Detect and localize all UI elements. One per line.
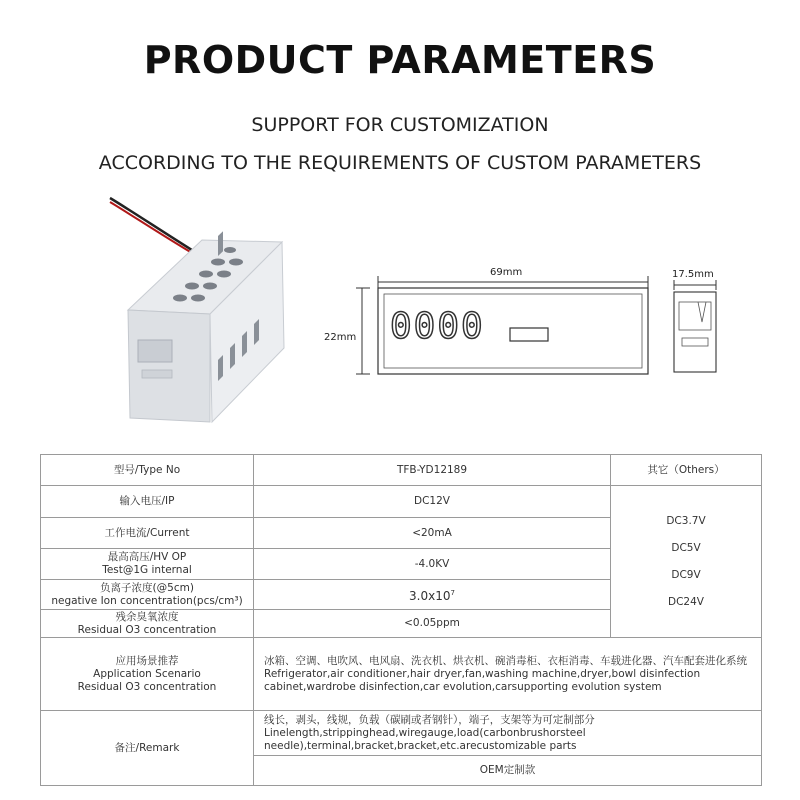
application-line-en-2: cabinet,wardrobe disinfection,car evolution,carsupporting evolution system	[264, 680, 662, 693]
others-item: DC9V	[671, 568, 701, 581]
type-no-label: 型号/Type No	[41, 455, 254, 486]
table-row-header	[41, 455, 762, 486]
ion-value-exponent: 7	[450, 588, 455, 597]
ozone-label-en: Residual O3 concentration	[77, 623, 217, 636]
hv-label-en: Test@1G internal	[102, 564, 192, 576]
application-value	[254, 638, 762, 711]
hv-value: -4.0KV	[254, 549, 611, 580]
display-digits: 0000	[390, 306, 485, 347]
others-list	[611, 486, 762, 638]
input-voltage-label: 输入电压/IP	[41, 486, 254, 518]
others-item: DC5V	[671, 541, 701, 554]
depth-dimension-label: 17.5mm	[672, 269, 714, 280]
table-row-application	[41, 638, 762, 711]
subtitle-customization: SUPPORT FOR CUSTOMIZATION	[251, 114, 549, 136]
subtitle-requirements: ACCORDING TO THE REQUIREMENTS OF CUSTOM PARAMETERS	[98, 152, 702, 174]
remark-line-en-1: Linelength,strippinghead,wiregauge,load(carbonbrushorsteel	[264, 726, 586, 739]
others-item: DC24V	[668, 595, 704, 608]
remark-label: 备注/Remark	[41, 711, 254, 786]
ion-label-en: negative Ion concentration(pcs/cm³)	[51, 594, 243, 607]
width-dimension-label: 69mm	[490, 267, 523, 278]
ozone-label-cn: 残余臭氧浓度	[115, 610, 179, 623]
ozone-label	[41, 610, 254, 638]
page-title: PRODUCT PARAMETERS	[143, 38, 657, 82]
table-row-remark	[41, 711, 762, 756]
others-label: 其它（Others）	[611, 455, 762, 486]
current-label: 工作电流/Current	[41, 518, 254, 549]
application-label	[41, 638, 254, 711]
table-row-input-voltage	[41, 486, 762, 518]
height-dimension-label: 22mm	[324, 332, 357, 343]
application-label-en: Application Scenario	[93, 667, 201, 680]
application-line-cn: 冰箱、空调、电吹风、电风扇、洗衣机、烘衣机、碗消毒柜、衣柜消毒、车载进化器、汽车配套进化系统	[264, 654, 747, 667]
application-line-en-1: Refrigerator,air conditioner,hair dryer,fan,washing machine,dryer,bowl disinfection	[264, 667, 701, 680]
oem-value: OEM定制款	[254, 756, 762, 786]
remark-value	[254, 711, 762, 756]
input-voltage-value: DC12V	[254, 486, 611, 518]
ion-value-base: 3.0x10	[409, 588, 451, 603]
ion-label-cn: 负离子浓度(@5cm)	[100, 581, 194, 594]
others-item: DC3.7V	[666, 514, 706, 527]
application-label-sub: Residual O3 concentration	[77, 680, 217, 693]
application-label-cn: 应用场景推荐	[115, 654, 179, 667]
spec-table	[40, 454, 762, 786]
remark-line-cn: 线长，剥头，线规，负载（碳刷或者钢针），端子，支架等为可定制部分	[264, 713, 595, 726]
ozone-value: <0.05ppm	[254, 610, 611, 638]
ion-value	[254, 580, 611, 610]
hv-label-cn: 最高高压/HV OP	[107, 551, 187, 563]
hv-label	[41, 549, 254, 580]
ion-label	[41, 580, 254, 610]
remark-line-en-2: needle),terminal,bracket,bracket,etc.arecustomizable parts	[264, 739, 577, 752]
current-value: <20mA	[254, 518, 611, 549]
model-value: TFB-YD12189	[254, 455, 611, 486]
product-image	[100, 190, 300, 430]
dimension-drawing	[318, 258, 738, 388]
